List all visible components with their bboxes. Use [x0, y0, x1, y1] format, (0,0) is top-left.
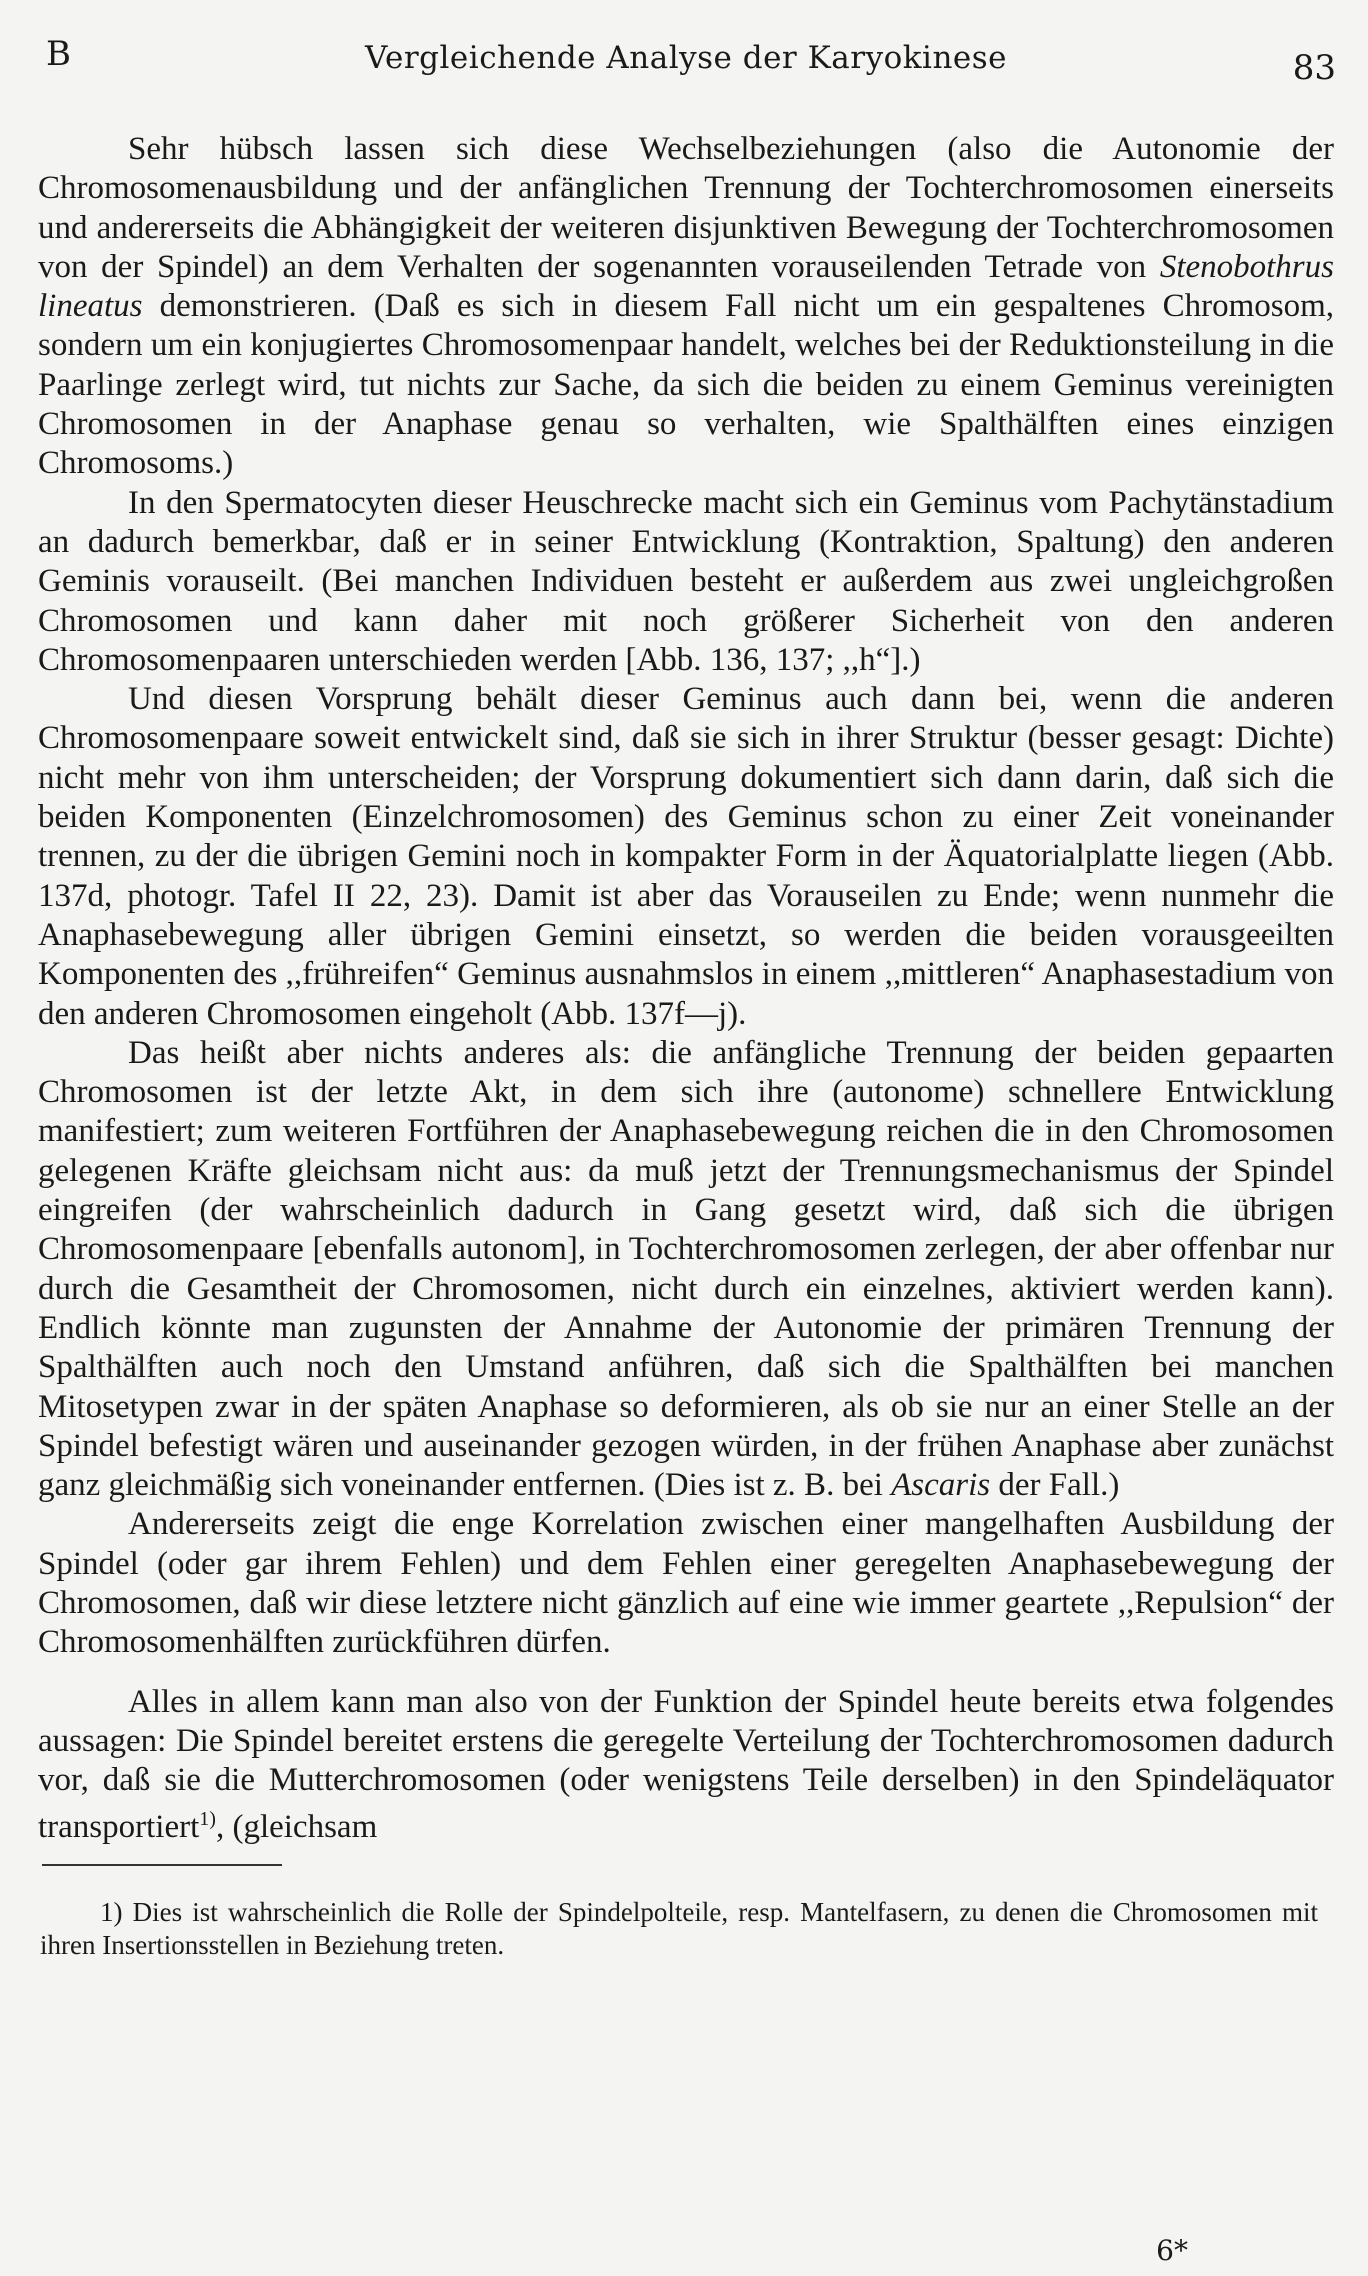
paragraph-3: Und diesen Vorsprung behält dieser Geminus auch dann bei, wenn die anderen Chromosomenpaare soweit entwickelt sind, daß sie sich in ihrer Struktur (besser gesagt: Dichte) nicht mehr von ihm unterscheiden; der Vorsprung dokumentiert sich dann darin, daß sich die beiden Komponenten (Einzelchromosomen) des Geminus schon zu einer Zeit voneinander trennen, zu der die übrigen Gemini noch in kompakter Form in der Äquatorialplatte liegen (Abb. 137d, photogr. Tafel II 22, 23). Damit ist aber das Vorauseilen zu Ende; wenn nunmehr die Anaphasebewegung aller übrigen Gemini einsetzt, so werden die beiden vorausgeeilten Komponenten des ,,frühreifen“ Geminus ausnahmslos in einem ,,mittleren“ Anaphasestadium von den anderen Chromosomen eingeholt (Abb. 137f—j). [38, 681, 1334, 1032]
paragraph-6: Alles in allem kann man also von der Funktion der Spindel heute bereits etwa folgendes aussagen: Die Spindel bereitet erstens die geregelte Verteilung der Tochterchromosomen dadurch vor, daß sie die Mutterchromosomen (oder wenigstens Teile derselben) in den Spindeläquator transportiert$^{1)}$, (gleichsam [38, 1683, 1334, 1846]
header-section-letter: B [46, 34, 71, 74]
running-header [28, 34, 1344, 114]
paragraph-2: In den Spermatocyten dieser Heuschrecke macht sich ein Geminus vom Pachytänstadium an dadurch bemerkbar, daß er in seiner Entwicklung (Kontraktion, Spaltung) den anderen Geminis vorauseilt. (Bei manchen Individuen besteht er außerdem aus zwei ungleichgroßen Chromosomen und kann daher mit noch größerer Sicherheit von den anderen Chromosomenpaaren unterschieden werden [Abb. 136, 137; ,,h“].) [38, 484, 1334, 678]
page-number: 83 [1292, 48, 1336, 88]
genus-name: Ascaris [891, 1467, 991, 1504]
paragraph-1: Sehr hübsch lassen sich diese Wechselbeziehungen (also die Autonomie der Chromosomenausbildung und der anfänglichen Trennung der Tochterchromosomen einerseits und andererseits die Abhängigkeit der weiteren disjunktiven Bewegung der Tochterchromosomen von der Spindel) an dem Verhalten der sogenannten vorauseilenden Tetrade von Stenobothrus lineatus demonstrieren. (Daß es sich in diesem Fall nicht um ein gespaltenes Chromosom, sondern um ein konjugiertes Chromosomenpaar handelt, welches bei der Reduktionsteilung in die Paarlinge zerlegt wird, tut nichts zur Sache, da sich die beiden zu einem Geminus vereinigten Chromosomen in der Anaphase genau so verhalten, wie Spalthälften eines einzigen Chromosoms.) [38, 131, 1334, 482]
paragraph-4: Das heißt aber nichts anderes als: die anfängliche Trennung der beiden gepaarten Chromosomen ist der letzte Akt, in dem sich ihre (autonome) schnellere Entwicklung manifestiert; zum weiteren Fortführen der Anaphasebewegung reichen die in den Chromosomen gelegenen Kräfte gleichsam nicht aus: da muß jetzt der Trennungsmechanismus der Spindel eingreifen (der wahrscheinlich dadurch in Gang gesetzt wird, daß sich die übrigen Chromosomenpaare [ebenfalls autonom], in Tochterchromosomen zerlegen, der aber offenbar nur durch die Gesamtheit der Chromosomen, nicht durch ein einzelnes, aktiviert werden kann). Endlich könnte man zugunsten der Annahme der Autonomie der primären Trennung der Spalthälften auch noch den Umstand anführen, daß sich die Spalthälften bei manchen Mitosetypen zwar in der späten Anaphase so deformieren, als ob sie nur an einer Stelle an der Spindel befestigt wären und auseinander gezogen würden, in der frühen Anaphase aber zunächst ganz gleichmäßig sich voneinander entfernen. (Dies ist z. B. bei Ascaris der Fall.) [38, 1034, 1334, 1504]
body-text [28, 130, 1344, 1848]
footnote: 1) Dies ist wahrscheinlich die Rolle der Spindelpolteile, resp. Mantelfasern, zu denen die Chromosomen mit ihren Insertionsstellen in Beziehung treten. [40, 1896, 1318, 1960]
footnote-marker: 1) [199, 1808, 216, 1831]
paragraph-5: Andererseits zeigt die enge Korrelation zwischen einer mangelhaften Ausbildung der Spindel (oder gar ihrem Fehlen) und dem Fehlen einer geregelten Anaphasebewegung der Chromosomen, daß wir diese letztere nicht gänzlich auf eine wie immer geartete ,,Repulsion“ der Chromosomenhälften zurückführen dürfen. [38, 1506, 1334, 1661]
signature-mark: 6* [1156, 2234, 1188, 2267]
header-title: Vergleichende Analyse der Karyokinese [364, 40, 1008, 76]
footnote-rule [42, 1864, 282, 1866]
species-name: Stenobothrus lineatus [38, 248, 1334, 325]
